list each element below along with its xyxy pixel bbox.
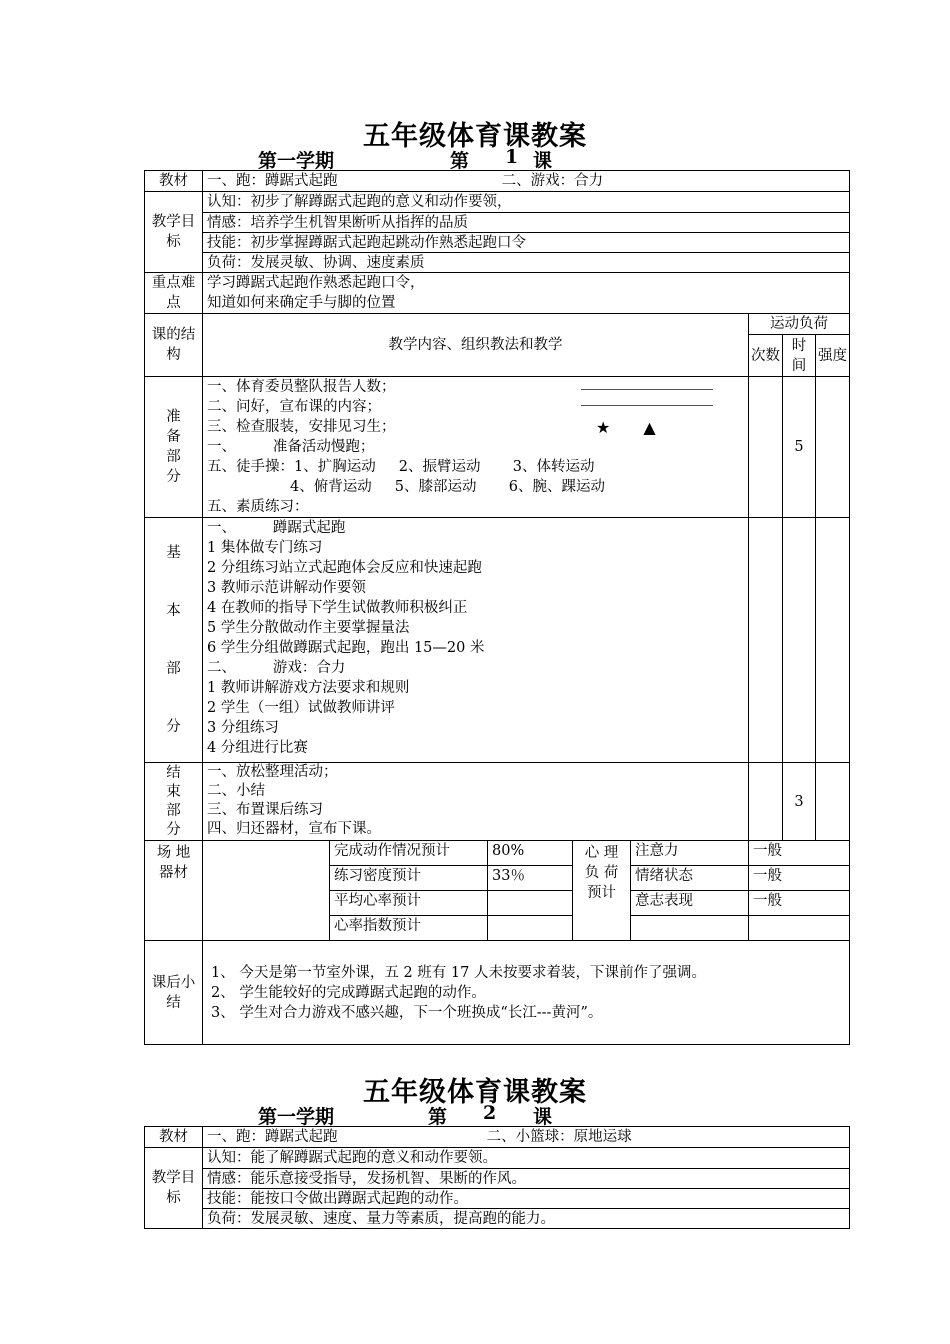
venue-label: 场 地 器材 [145, 841, 203, 941]
psych-load-label: 心 理 负 荷 预计 [573, 841, 631, 941]
density-label: 练习密度预计 [330, 866, 488, 891]
basic-line: 2 学生（一组）试做教师讲评 [207, 700, 395, 716]
prep-line: 三、检查服装，安排见习生； [207, 419, 396, 435]
summary-content [203, 941, 850, 1045]
basic-line: 2 分组练习站立式起跑体会反应和快速起跑 [207, 560, 482, 576]
load-count-header: 次数 [749, 335, 783, 377]
goals-cell-2 [203, 1148, 850, 1229]
end-line: 四、归还器材，宣布下课。 [207, 821, 381, 837]
venue-cell [203, 841, 330, 941]
formation-line [581, 405, 713, 406]
basic-line: 4 分组进行比赛 [207, 740, 308, 756]
summary-label: 课后小结 [145, 941, 203, 1045]
key-point-line: 学习蹲踞式起跑作熟悉起跑口令， [207, 275, 425, 291]
lesson-number-2: 2 [483, 1102, 497, 1124]
lesson-ke: 课 [533, 150, 553, 172]
summary-line: 1、 今天是第一节室外课，五 2 班有 17 人未按要求着装，下课前作了强调。 [211, 964, 706, 981]
material-label-2: 教材 [145, 1127, 203, 1148]
goal-line: 认知：初步了解蹲踞式起跑的意义和动作要领， [207, 194, 512, 210]
material-item-2: 二、小篮球：原地运球 [486, 1129, 632, 1145]
key-points-cell [203, 273, 850, 314]
prep-time: 5 [783, 377, 816, 518]
avg-hr-value [488, 891, 573, 916]
prep-line: 一、 准备活动慢跑； [207, 439, 375, 455]
basic-section-label [145, 518, 203, 763]
load-time-header: 时间 [783, 335, 816, 377]
formation-symbols: ★ ▲ [596, 418, 670, 437]
attention-value: 一般 [749, 841, 850, 866]
prep-line: 4、俯背运动 5、膝部运动 6、腕、踝运动 [207, 479, 605, 495]
prep-line: 五、徒手操：1、扩胸运动 2、振臂运动 3、体转运动 [207, 459, 595, 475]
prep-line: 二、问好，宣布课的内容； [207, 399, 381, 415]
basic-line: 3 分组练习 [207, 720, 279, 736]
prep-content [203, 377, 749, 518]
load-header: 运动负荷 [749, 314, 850, 335]
summary-line: 2、 学生能较好的完成蹲踞式起跑的动作。 [211, 984, 486, 1001]
will-value: 一般 [749, 891, 850, 916]
completion-label: 完成动作情况预计 [330, 841, 488, 866]
material-item-2: 二、游戏：合力 [501, 173, 604, 189]
material-item-1: 一、跑：蹲踞式起跑 [207, 1129, 338, 1145]
goal-line: 技能：能按口令做出蹲踞式起跑的动作。 [203, 1188, 849, 1208]
material-cell-2 [203, 1127, 850, 1148]
label-char: 部 [166, 661, 181, 677]
label-char: 准 [166, 409, 181, 425]
end-line: 一、放松整理活动； [207, 764, 338, 780]
end-section-label [145, 763, 203, 841]
lesson-di-2: 第 [428, 1106, 448, 1128]
basic-line: 5 学生分散做动作主要掌握量法 [207, 620, 410, 636]
lesson-number: 1 [505, 146, 519, 168]
goal-line: 认知：能了解蹲踞式起跑的意义和动作要领。 [207, 1150, 497, 1166]
end-content [203, 763, 749, 841]
basic-content [203, 518, 749, 763]
prep-line: 一、体育委员整队报告人数； [207, 379, 396, 395]
key-points-label: 重点难点 [145, 273, 203, 314]
label-char: 分 [166, 469, 181, 485]
goal-line: 技能：初步掌握蹲踞式起跑起跳动作熟悉起跑口令 [203, 232, 849, 252]
term-label-2: 第一学期 [258, 1106, 335, 1128]
goal-line: 负荷：发展灵敏、速度、量力等素质，提高跑的能力。 [203, 1208, 849, 1228]
key-point-line: 知道如何来确定手与脚的位置 [207, 295, 396, 311]
hr-index-value [488, 916, 573, 941]
label-char: 分 [166, 719, 181, 735]
will-label: 意志表现 [631, 891, 749, 916]
end-time: 3 [783, 763, 816, 841]
content-header: 教学内容、组织教法和教学 [203, 314, 749, 377]
prep-line: 五、素质练习： [207, 499, 309, 515]
label-char: 基 [166, 545, 181, 561]
label-char: 备 [166, 429, 181, 445]
mood-value: 一般 [749, 866, 850, 891]
avg-hr-label: 平均心率预计 [330, 891, 488, 916]
density-value: 33％ [488, 866, 573, 891]
label-char: 部 [166, 449, 181, 465]
label-char: 部 [166, 802, 181, 819]
page-title: 五年级体育课教案 [363, 121, 587, 152]
end-line: 三、布置课后练习 [207, 802, 323, 818]
basic-line: 一、 蹲踞式起跑 [207, 520, 346, 536]
term-label: 第一学期 [258, 150, 335, 172]
prep-section-label [145, 377, 203, 518]
label-char: 束 [166, 783, 181, 800]
lesson-di: 第 [450, 150, 470, 172]
basic-line: 1 集体做专门练习 [207, 540, 323, 556]
formation-line [581, 389, 713, 390]
basic-line: 4 在教师的指导下学生试做教师积极纠正 [207, 600, 468, 616]
basic-line: 1 教师讲解游戏方法要求和规则 [207, 680, 410, 696]
mood-label: 情绪状态 [631, 866, 749, 891]
lesson-ke-2: 课 [533, 1106, 553, 1128]
goal-line: 情感：能乐意接受指导，发扬机智、果断的作风。 [203, 1168, 849, 1188]
structure-label: 课的结构 [145, 314, 203, 377]
label-char: 本 [166, 603, 181, 619]
material-cell [203, 171, 850, 192]
material-item-1: 一、跑：蹲踞式起跑 [207, 173, 338, 189]
goal-line: 情感：培养学生机智果断听从指挥的品质 [203, 212, 849, 232]
summary-line: 3、 学生对合力游戏不感兴趣，下一个班换成“长江---黄河”。 [211, 1004, 603, 1021]
label-char: 结 [166, 764, 181, 781]
goals-cell [203, 192, 850, 273]
basic-line: 6 学生分组做蹲踞式起跑，跑出 15—20 米 [207, 640, 485, 656]
label-char: 分 [166, 821, 181, 838]
goals-label: 教学目标 [145, 192, 203, 273]
load-intensity-header: 强度 [816, 335, 850, 377]
goals-label-2: 教学目标 [145, 1148, 203, 1229]
material-label: 教材 [145, 171, 203, 192]
goal-line: 负荷：发展灵敏、协调、速度素质 [203, 252, 849, 272]
basic-line: 二、 游戏：合力 [207, 660, 346, 676]
end-line: 二、小结 [207, 783, 265, 799]
attention-label: 注意力 [631, 841, 749, 866]
lesson-plan-table-2 [144, 1126, 850, 1229]
basic-line: 3 教师示范讲解动作要领 [207, 580, 366, 596]
page-title-2: 五年级体育课教案 [363, 1077, 587, 1108]
lesson-plan-table [144, 170, 850, 1045]
completion-value: 80% [488, 841, 573, 866]
hr-index-label: 心率指数预计 [330, 916, 488, 941]
